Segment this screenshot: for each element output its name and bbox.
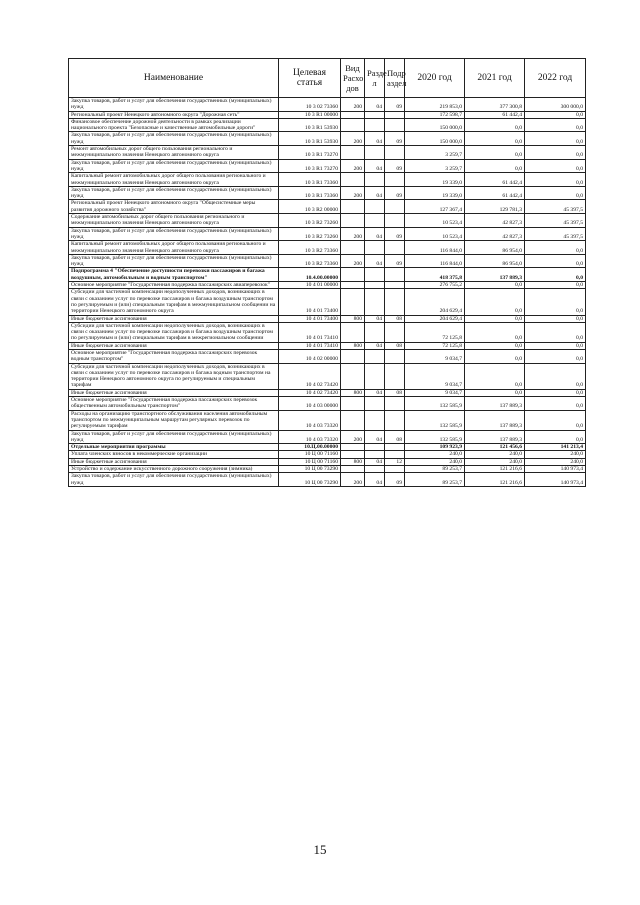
- table-row: [69, 282, 586, 289]
- table-cell-name: Ремонт автомобильных дорог общего пользования регионального и межмуниципального значения Ненецкого автономного округа: [69, 146, 279, 160]
- table-row: [69, 397, 586, 411]
- table-cell-target-article: 10 4 01 73400: [279, 289, 341, 315]
- table-cell-2020: 132 585,9: [405, 430, 465, 444]
- table-cell-name: Закупка товаров, работ и услуг для обеспечения государственных (муниципальных) нужд: [69, 159, 279, 173]
- table-cell-2021: 42 827,3: [465, 227, 525, 241]
- table-cell-name: Закупка товаров, работ и услуг для обеспечения государственных (муниципальных) нужд: [69, 98, 279, 112]
- table-cell-2020: 19 339,0: [405, 186, 465, 200]
- table-cell-expense-type: 200: [341, 159, 365, 173]
- table-cell-target-article: 10 3 R1 73360: [279, 173, 341, 187]
- table-cell-target-article: 10.4.00.00000: [279, 268, 341, 282]
- table-row: [69, 410, 586, 430]
- table-cell-2021: 129 781,3: [465, 200, 525, 214]
- table-cell-expense-type: [341, 282, 365, 289]
- table-cell-2020: 116 844,0: [405, 241, 465, 255]
- table-row: [69, 241, 586, 255]
- table-cell-name: Основное мероприятие "Государственная поддержка пассажирских перевозок общественным автомобильным транспортом": [69, 397, 279, 411]
- table-cell-subsection: 09: [385, 227, 405, 241]
- table-cell-2020: 3 259,7: [405, 146, 465, 160]
- table-row: [69, 98, 586, 112]
- table-cell-2020: 9 034,7: [405, 389, 465, 396]
- table-cell-target-article: 10 3 R1 73360: [279, 186, 341, 200]
- table-cell-subsection: 09: [385, 254, 405, 268]
- table-cell-2022: 0,0: [525, 363, 586, 389]
- table-row: [69, 111, 586, 118]
- table-cell-2020: 204 629,4: [405, 289, 465, 315]
- table-cell-subsection: [385, 111, 405, 118]
- table-cell-2020: 219 853,0: [405, 98, 465, 112]
- table-cell-2020: 150 000,0: [405, 132, 465, 146]
- table-cell-section: 04: [365, 430, 385, 444]
- table-cell-2022: 0,0: [525, 430, 586, 444]
- table-cell-target-article: 10 3 R1 53930: [279, 132, 341, 146]
- table-cell-subsection: [385, 397, 405, 411]
- table-cell-2022: 240,0: [525, 451, 586, 458]
- table-cell-expense-type: [341, 118, 365, 132]
- table-cell-subsection: [385, 173, 405, 187]
- table-cell-name: Иные бюджетные ассигнования: [69, 342, 279, 349]
- table-cell-section: 04: [365, 315, 385, 322]
- table-cell-2020: 109 923,9: [405, 444, 465, 451]
- table-cell-expense-type: [341, 363, 365, 389]
- table-row: [69, 186, 586, 200]
- table-cell-2021: 121 456,6: [465, 444, 525, 451]
- header-section: Разде л: [365, 59, 385, 98]
- table-cell-2021: 240,0: [465, 458, 525, 465]
- table-cell-expense-type: [341, 214, 365, 228]
- header-2022: 2022 год: [525, 59, 586, 98]
- table-cell-2021: 0,0: [465, 289, 525, 315]
- table-cell-target-article: 10 4 02 73420: [279, 363, 341, 389]
- table-cell-expense-type: 800: [341, 342, 365, 349]
- table-row: [69, 451, 586, 458]
- table-cell-target-article: 10 Ц 00 73290: [279, 466, 341, 473]
- table-cell-target-article: 10 3 R1 73270: [279, 159, 341, 173]
- table-cell-expense-type: [341, 241, 365, 255]
- table-cell-2021: 0,0: [465, 322, 525, 342]
- table-cell-2022: 0,0: [525, 315, 586, 322]
- table-cell-target-article: 10 4 01 73400: [279, 315, 341, 322]
- header-2021: 2021 год: [465, 59, 525, 98]
- table-cell-name: Субсидии для частичной компенсации недополученных доходов, возникающих в связи с оказанием услуг по перевозке пассажиров и багажа водным транспортом на территории Ненецкого автономного округа по регулируемым и специальным тарифам: [69, 363, 279, 389]
- table-cell-target-article: 10 4 02 73420: [279, 389, 341, 396]
- table-cell-target-article: 10 3 02 73360: [279, 98, 341, 112]
- table-row: [69, 159, 586, 173]
- table-cell-target-article: 10 4 01 00000: [279, 282, 341, 289]
- table-row: [69, 200, 586, 214]
- table-cell-2021: 0,0: [465, 159, 525, 173]
- table-cell-2020: 132 585,9: [405, 410, 465, 430]
- table-cell-2021: 0,0: [465, 282, 525, 289]
- table-cell-target-article: 10 3 R2 73260: [279, 227, 341, 241]
- table-cell-name: Закупка товаров, работ и услуг для обеспечения государственных (муниципальных) нужд: [69, 186, 279, 200]
- table-cell-2021: 0,0: [465, 315, 525, 322]
- table-cell-2022: 0,0: [525, 397, 586, 411]
- table-cell-2022: 0,0: [525, 282, 586, 289]
- table-cell-name: Иные бюджетные ассигнования: [69, 389, 279, 396]
- table-row: [69, 389, 586, 396]
- table-row: [69, 473, 586, 487]
- table-cell-subsection: [385, 118, 405, 132]
- table-cell-target-article: 10 4 03 00000: [279, 397, 341, 411]
- table-cell-section: [365, 451, 385, 458]
- table-cell-subsection: [385, 289, 405, 315]
- table-cell-name: Основное мероприятие "Государственная поддержка пассажирских авиаперевозок": [69, 282, 279, 289]
- table-cell-subsection: 08: [385, 430, 405, 444]
- table-cell-2022: 0,0: [525, 349, 586, 363]
- table-cell-expense-type: 200: [341, 227, 365, 241]
- table-cell-name: Закупка товаров, работ и услуг для обеспечения государственных (муниципальных) нужд: [69, 227, 279, 241]
- table-cell-section: [365, 111, 385, 118]
- table-cell-2021: 121 216,6: [465, 466, 525, 473]
- table-row: [69, 322, 586, 342]
- table-cell-2020: 150 000,0: [405, 118, 465, 132]
- table-cell-2020: 3 259,7: [405, 159, 465, 173]
- table-cell-target-article: 10 3 R2 00000: [279, 200, 341, 214]
- table-cell-subsection: 12: [385, 458, 405, 465]
- table-cell-name: Основное мероприятие "Государственная поддержка пассажирских перевозок водным транспортом": [69, 349, 279, 363]
- table-cell-section: 04: [365, 254, 385, 268]
- table-cell-2022: 45 397,5: [525, 227, 586, 241]
- table-cell-subsection: [385, 241, 405, 255]
- table-cell-subsection: [385, 322, 405, 342]
- table-cell-2022: 240,0: [525, 458, 586, 465]
- table-cell-subsection: 09: [385, 186, 405, 200]
- table-cell-target-article: 10.Ц.00.00000: [279, 444, 341, 451]
- table-cell-2020: 10 523,4: [405, 227, 465, 241]
- table-cell-section: [365, 241, 385, 255]
- table-cell-section: 04: [365, 389, 385, 396]
- table-cell-2021: 0,0: [465, 363, 525, 389]
- table-row: [69, 430, 586, 444]
- table-cell-section: [365, 289, 385, 315]
- table-row: [69, 173, 586, 187]
- table-cell-2021: 86 954,0: [465, 254, 525, 268]
- table-row: [69, 315, 586, 322]
- table-cell-2022: 0,0: [525, 241, 586, 255]
- table-cell-2021: 137 889,3: [465, 430, 525, 444]
- table-row: [69, 444, 586, 451]
- table-cell-2022: 0,0: [525, 410, 586, 430]
- table-cell-name: Закупка товаров, работ и услуг для обеспечения государственных (муниципальных) нужд: [69, 473, 279, 487]
- table-cell-name: Капитальный ремонт автомобильных дорог общего пользования регионального и межмуниципального значения Ненецкого автономного округа: [69, 241, 279, 255]
- table-cell-2021: 0,0: [465, 132, 525, 146]
- table-cell-expense-type: [341, 322, 365, 342]
- table-cell-name: Содержание автомобильных дорог общего пользования регионального и межмуниципального значения Ненецкого автономного округа: [69, 214, 279, 228]
- table-cell-subsection: [385, 214, 405, 228]
- table-cell-2020: 132 585,9: [405, 397, 465, 411]
- table-cell-2022: 0,0: [525, 146, 586, 160]
- table-row: [69, 146, 586, 160]
- table-cell-expense-type: 200: [341, 132, 365, 146]
- table-cell-2021: 0,0: [465, 342, 525, 349]
- table-cell-name: Устройство и содержание искусственного дорожного сооружения (зимника): [69, 466, 279, 473]
- table-cell-2022: 0,0: [525, 173, 586, 187]
- table-cell-target-article: 10 3 R1 73270: [279, 146, 341, 160]
- table-cell-target-article: 10 4 02 00000: [279, 349, 341, 363]
- table-cell-expense-type: 200: [341, 430, 365, 444]
- table-cell-subsection: [385, 444, 405, 451]
- table-body: [69, 98, 586, 487]
- table-cell-2022: 0,0: [525, 342, 586, 349]
- table-cell-name: Капитальный ремонт автомобильных дорог общего пользования регионального и межмуниципального значения Ненецкого автономного округа: [69, 173, 279, 187]
- table-cell-2021: 0,0: [465, 389, 525, 396]
- table-row: [69, 254, 586, 268]
- table-cell-section: 04: [365, 473, 385, 487]
- table-cell-expense-type: [341, 200, 365, 214]
- table-cell-expense-type: 200: [341, 254, 365, 268]
- table-cell-subsection: 09: [385, 132, 405, 146]
- table-cell-section: 04: [365, 132, 385, 146]
- table-cell-section: [365, 410, 385, 430]
- table-row: [69, 289, 586, 315]
- table-cell-2020: 240,0: [405, 458, 465, 465]
- table-cell-target-article: 10 Ц 00 71160: [279, 451, 341, 458]
- table-cell-2020: 127 367,4: [405, 200, 465, 214]
- table-cell-2020: 276 755,2: [405, 282, 465, 289]
- header-expense-type: Вид Расхо дов: [341, 59, 365, 98]
- table-cell-expense-type: [341, 349, 365, 363]
- table-cell-target-article: 10 3 R2 73260: [279, 214, 341, 228]
- table-cell-section: 04: [365, 227, 385, 241]
- table-cell-2020: 10 523,4: [405, 214, 465, 228]
- table-cell-subsection: [385, 200, 405, 214]
- header-name: Наименование: [69, 59, 279, 98]
- table-cell-2020: 9 034,7: [405, 363, 465, 389]
- header-target-article: Целевая статья: [279, 59, 341, 98]
- table-cell-expense-type: 800: [341, 458, 365, 465]
- table-cell-2021: 137 889,3: [465, 410, 525, 430]
- table-row: [69, 466, 586, 473]
- table-cell-target-article: 10 4 01 73410: [279, 322, 341, 342]
- table-cell-name: Субсидии для частичной компенсации недополученных доходов, возникающих в связи с оказанием услуг по перевозке пассажиров и багажа воздушным транспортом по регулируемым и (или) специальным тарифам в межрегиональном сообщении: [69, 322, 279, 342]
- table-cell-2020: 89 253,7: [405, 473, 465, 487]
- table-cell-expense-type: [341, 268, 365, 282]
- table-cell-name: Расходы на организацию транспортного обслуживания населения автомобильным транспортом по межмуниципальным маршрутам регулярных перевозок по регулируемым тарифам: [69, 410, 279, 430]
- table-cell-expense-type: [341, 111, 365, 118]
- table-cell-2021: 61 442,4: [465, 111, 525, 118]
- table-cell-2022: 140 973,4: [525, 466, 586, 473]
- table-row: [69, 342, 586, 349]
- table-cell-2020: 72 125,8: [405, 322, 465, 342]
- table-cell-name: Закупка товаров, работ и услуг для обеспечения государственных (муниципальных) нужд: [69, 132, 279, 146]
- table-header-row: [69, 59, 586, 98]
- table-cell-2020: 172 598,7: [405, 111, 465, 118]
- table-cell-2020: 89 253,7: [405, 466, 465, 473]
- table-cell-name: Финансовое обеспечение дорожной деятельности в рамках реализации национального проекта "Безопасные и качественные автомобильные дороги": [69, 118, 279, 132]
- table-cell-expense-type: [341, 173, 365, 187]
- table-cell-2022: 300 000,0: [525, 98, 586, 112]
- table-cell-expense-type: [341, 444, 365, 451]
- table-cell-target-article: 10 4 03 73320: [279, 430, 341, 444]
- table-cell-name: Региональный проект Ненецкого автономного округа "Дорожная сеть": [69, 111, 279, 118]
- table-cell-2022: 45 397,5: [525, 200, 586, 214]
- table-cell-2022: 0,0: [525, 118, 586, 132]
- table-cell-2022: 141 213,4: [525, 444, 586, 451]
- table-cell-name: Иные бюджетные ассигнования: [69, 458, 279, 465]
- table-cell-2020: 204 629,4: [405, 315, 465, 322]
- table-cell-2020: 72 125,8: [405, 342, 465, 349]
- table-cell-2020: 19 339,0: [405, 173, 465, 187]
- table-cell-section: [365, 322, 385, 342]
- table-cell-expense-type: 200: [341, 98, 365, 112]
- table-cell-2020: 9 034,7: [405, 349, 465, 363]
- table-row: [69, 363, 586, 389]
- table-cell-expense-type: [341, 451, 365, 458]
- table-cell-2020: 116 844,0: [405, 254, 465, 268]
- table-cell-target-article: 10 4 03 73320: [279, 410, 341, 430]
- table-cell-target-article: 10 3 R2 73360: [279, 241, 341, 255]
- table-cell-section: [365, 349, 385, 363]
- table-cell-subsection: [385, 282, 405, 289]
- table-cell-2022: 45 397,5: [525, 214, 586, 228]
- table-row: [69, 214, 586, 228]
- table-cell-2022: 0,0: [525, 268, 586, 282]
- table-cell-target-article: 10 3 R1 00000: [279, 111, 341, 118]
- table-row: [69, 132, 586, 146]
- table-cell-name: Отдельные мероприятия программы: [69, 444, 279, 451]
- table-cell-expense-type: [341, 410, 365, 430]
- table-cell-2022: 0,0: [525, 289, 586, 315]
- table-cell-name: Иные бюджетные ассигнования: [69, 315, 279, 322]
- table-cell-2021: 137 889,3: [465, 397, 525, 411]
- table-cell-expense-type: 200: [341, 186, 365, 200]
- table-cell-target-article: 10 4 01 73410: [279, 342, 341, 349]
- header-2020: 2020 год: [405, 59, 465, 98]
- table-row: [69, 118, 586, 132]
- table-cell-section: [365, 282, 385, 289]
- table-cell-section: [365, 363, 385, 389]
- table-cell-2021: 137 889,3: [465, 268, 525, 282]
- table-cell-section: 04: [365, 342, 385, 349]
- table-cell-expense-type: 800: [341, 389, 365, 396]
- table-cell-2021: 0,0: [465, 349, 525, 363]
- table-cell-section: 04: [365, 458, 385, 465]
- table-cell-expense-type: [341, 397, 365, 411]
- table-row: [69, 227, 586, 241]
- table-row: [69, 458, 586, 465]
- table-cell-target-article: 10 3 R2 73360: [279, 254, 341, 268]
- table-cell-target-article: 10 Ц 00 73290: [279, 473, 341, 487]
- table-cell-section: [365, 146, 385, 160]
- table-cell-2021: 377 300,8: [465, 98, 525, 112]
- page-number: 15: [313, 842, 327, 857]
- table-cell-section: [365, 118, 385, 132]
- table-cell-section: [365, 466, 385, 473]
- table-cell-2021: 42 827,3: [465, 214, 525, 228]
- table-cell-2021: 0,0: [465, 118, 525, 132]
- table-cell-name: Закупка товаров, работ и услуг для обеспечения государственных (муниципальных) нужд: [69, 430, 279, 444]
- table-cell-target-article: 10 Ц 00 71160: [279, 458, 341, 465]
- table-cell-subsection: [385, 146, 405, 160]
- table-cell-2021: 0,0: [465, 146, 525, 160]
- table-cell-expense-type: [341, 146, 365, 160]
- table-cell-name: Субсидии для частичной компенсации недополученных доходов, возникающих в связи с оказанием услуг по перевозке пассажиров и багажа воздушным транспортом по регулируемым и (или) специальным тарифам в межмуниципальном сообщении на территории Ненецкого автономного округа: [69, 289, 279, 315]
- table-cell-2021: 86 954,0: [465, 241, 525, 255]
- table-cell-2022: 140 973,4: [525, 473, 586, 487]
- table-cell-2020: 240,0: [405, 451, 465, 458]
- table-row: [69, 268, 586, 282]
- table-cell-2022: 0,0: [525, 322, 586, 342]
- table-cell-subsection: [385, 451, 405, 458]
- table-cell-name: Закупка товаров, работ и услуг для обеспечения государственных (муниципальных) нужд: [69, 254, 279, 268]
- table-cell-section: 04: [365, 159, 385, 173]
- table-cell-2022: 0,0: [525, 159, 586, 173]
- table-cell-expense-type: [341, 289, 365, 315]
- document-page: [68, 58, 585, 487]
- table-row: [69, 349, 586, 363]
- table-cell-section: 04: [365, 98, 385, 112]
- table-cell-subsection: 08: [385, 315, 405, 322]
- table-cell-target-article: 10 3 R1 53930: [279, 118, 341, 132]
- budget-table: [68, 58, 586, 487]
- table-cell-subsection: [385, 349, 405, 363]
- table-cell-2022: 0,0: [525, 254, 586, 268]
- table-cell-section: [365, 200, 385, 214]
- table-cell-subsection: 09: [385, 98, 405, 112]
- table-cell-name: Подпрограмма 4 "Обеспечение доступности перевозки пассажиров и багажа воздушным, автомобильным и водным транспортом": [69, 268, 279, 282]
- table-cell-2021: 61 442,4: [465, 186, 525, 200]
- table-cell-expense-type: 800: [341, 315, 365, 322]
- table-cell-section: [365, 173, 385, 187]
- table-cell-2022: 0,0: [525, 132, 586, 146]
- table-cell-subsection: 08: [385, 342, 405, 349]
- table-cell-section: [365, 268, 385, 282]
- table-cell-subsection: [385, 363, 405, 389]
- table-cell-expense-type: 200: [341, 473, 365, 487]
- table-cell-subsection: [385, 410, 405, 430]
- table-cell-section: [365, 444, 385, 451]
- table-cell-name: Региональный проект Ненецкого автономного округа "Общесистемные меры развития дорожного хозяйства": [69, 200, 279, 214]
- table-cell-2021: 121 216,6: [465, 473, 525, 487]
- table-cell-subsection: [385, 466, 405, 473]
- table-cell-2021: 240,0: [465, 451, 525, 458]
- table-cell-2022: 0,0: [525, 389, 586, 396]
- table-cell-subsection: 09: [385, 473, 405, 487]
- table-cell-subsection: 09: [385, 159, 405, 173]
- table-cell-section: [365, 397, 385, 411]
- table-cell-subsection: [385, 268, 405, 282]
- table-cell-2020: 418 375,8: [405, 268, 465, 282]
- table-cell-2021: 61 442,4: [465, 173, 525, 187]
- table-cell-subsection: 08: [385, 389, 405, 396]
- table-cell-name: Уплата членских взносов в некоммерческие организации: [69, 451, 279, 458]
- table-cell-section: [365, 214, 385, 228]
- table-cell-expense-type: [341, 466, 365, 473]
- table-cell-2022: 0,0: [525, 111, 586, 118]
- table-cell-section: 04: [365, 186, 385, 200]
- table-cell-2022: 0,0: [525, 186, 586, 200]
- header-subsection: Подр аздел: [385, 59, 405, 98]
